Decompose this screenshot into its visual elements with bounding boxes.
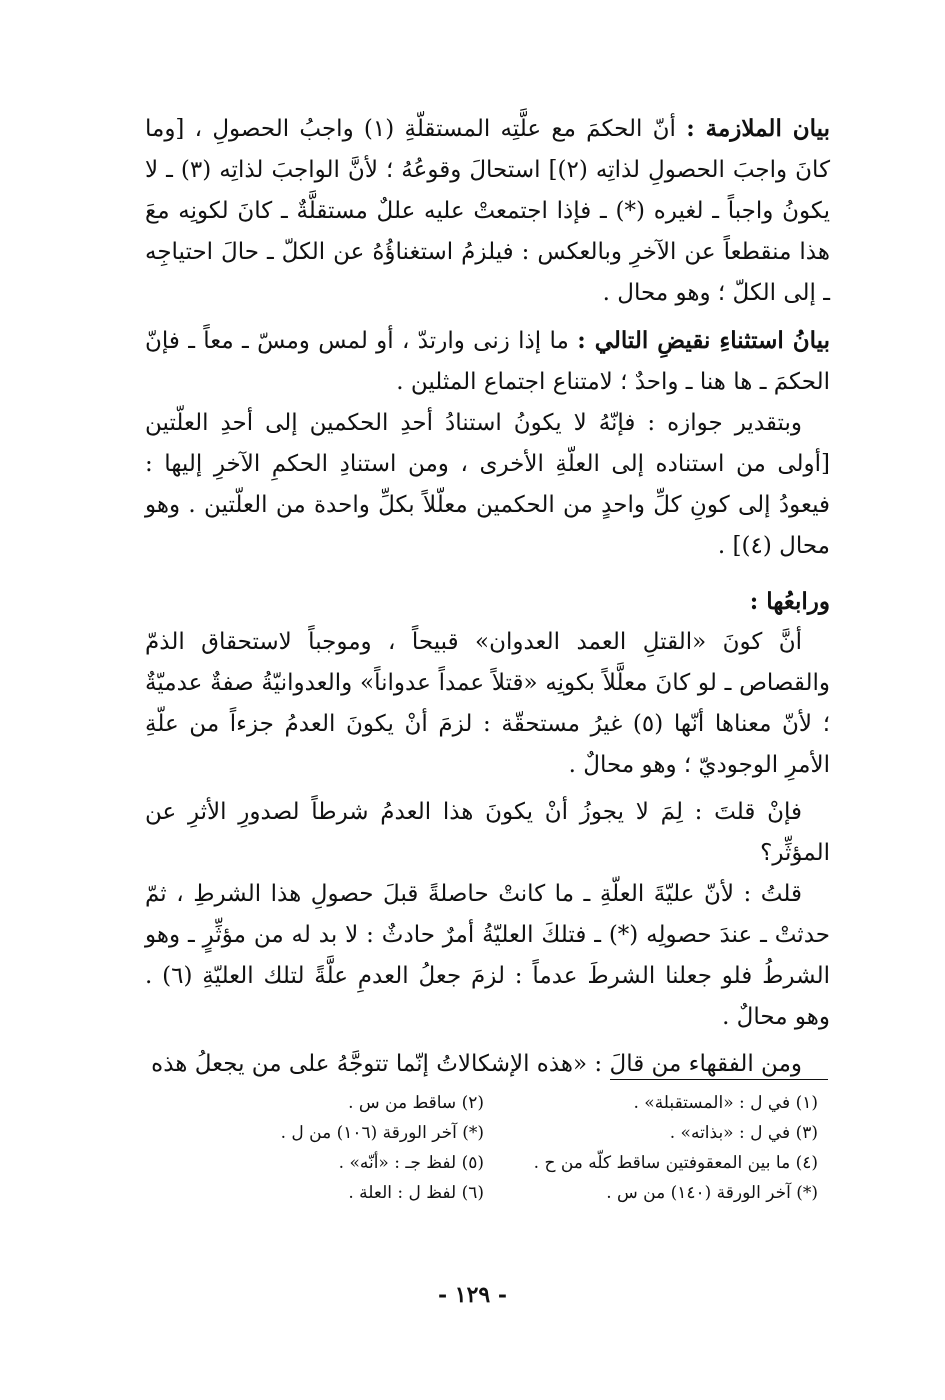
- footnote-1: (١) في ل : «المستقبلة» .: [633, 1093, 818, 1113]
- paragraph-2-label: بيانُ استثناءِ نقيضِ التالي :: [577, 327, 831, 354]
- footnote-star-1: (*) آخر الورقة (١٠٦) من ل .: [280, 1123, 484, 1143]
- footnote-5: (٥) لفظ جـ : «أنّه» .: [338, 1153, 484, 1173]
- paragraph-1: [145, 108, 830, 314]
- paragraph-7: ومن الفقهاء من قالَ : «هذه الإشكالاتُ إنّما تتوجَّهُ على من يجعلُ هذه: [151, 1051, 802, 1077]
- paragraph-2: [145, 320, 830, 403]
- section-heading: ورابعُها :: [749, 588, 830, 615]
- footnote-divider: [610, 1079, 828, 1080]
- main-text: [145, 108, 830, 1085]
- paragraph-3: وبتقدير جوازه : فإنّهُ لا يكونُ استنادُ أحدِ الحكمين إلى أحدِ العلّتين [أولى من استناده إلى العلّةِ الأخرى ، ومن استنادِ الحكمِ الآخرِ إليها : فيعودُ إلى كونِ كلِّ واحدٍ من الحكمين معلّلاً بكلِّ واحدة من العلّتين . وهو محال (٤)] .: [145, 410, 830, 559]
- paragraph-1-label: بيان الملازمة :: [686, 115, 831, 142]
- footnote-2: (٢) ساقط من س .: [348, 1093, 484, 1113]
- paragraph-2-text: ما إذا زنى وارتدّ ، أو لمس ومسّ ـ معاً ـ فإنّ الحكمَ ـ ها هنا ـ واحدٌ ؛ لامتناع اجتماع المثلين .: [145, 328, 830, 395]
- paragraph-4: أنَّ كونَ «القتلِ العمد العدوان» قبيحاً ، وموجباً لاستحقاق الذمّ والقصاص ـ لو كانَ معلَّلاً بكونِه «قتلاً عمداً عدواناً» والعدوانيّةُ صفةٌ عدميّةٌ ؛ لأنّ معناها أنّها (٥) غيرُ مستحقّة : لزمَ أنْ يكونَ العدمُ جزءاً من علّةِ الأمرِ الوجوديّ ؛ وهو محالٌ .: [145, 629, 831, 778]
- paragraph-1-text: أنّ الحكمَ مع علَّتِه المستقلّةِ (١) واجبُ الحصولِ ، [وما كانَ واجبَ الحصولِ لذاتِه (٢)] استحالَ وقوعُهُ ؛ لأنَّ الواجبَ لذاتِه (٣) ـ لا يكونُ واجباً ـ لغيره (*) ـ فإذا اجتمعتْ عليه عللٌ مستقلَّةٌ ـ كانَ لكونِه معَ هذا منقطعاً عن الآخرِ وبالعكس : فيلزمُ استغناؤُهُ عن الكلّ ـ حالَ احتياجِه ـ إلى الكلّ ؛ وهو محال .: [145, 116, 831, 306]
- footnotes: [190, 1088, 818, 1208]
- page-number: - ١٢٩ -: [437, 1282, 508, 1308]
- footnote-4: (٤) ما بين المعقوفتين ساقط كلّه من ح .: [533, 1153, 818, 1173]
- paragraph-5: فإنْ قلتَ : لِمَ لا يجوزُ أنْ يكونَ هذا العدمُ شرطاً لصدورِ الأثرِ عن المؤثِّر؟: [145, 799, 830, 866]
- footnote-3: (٣) في ل : «بذاته» .: [669, 1123, 818, 1143]
- footnote-star-2: (*) آخر الورقة (١٤٠) من س .: [606, 1183, 818, 1203]
- paragraph-6: قلتُ : لأنّ عليّةَ العلّةِ ـ ما كانتْ حاصلةً قبلَ حصولِ هذا الشرطِ ، ثمّ حدثتْ ـ عندَ حصولِه (*) ـ فتلكَ العليّةُ أمرٌ حادثٌ : لا بد له من مؤثِّرٍ ـ وهو الشرطُ فلو جعلنا الشرطَ عدماً : لزمَ جعلُ العدمِ علَّةً لتلك العليّةِ (٦) . وهو محالٌ .: [145, 881, 830, 1030]
- footnote-6: (٦) لفظ ل : العلة .: [348, 1183, 484, 1203]
